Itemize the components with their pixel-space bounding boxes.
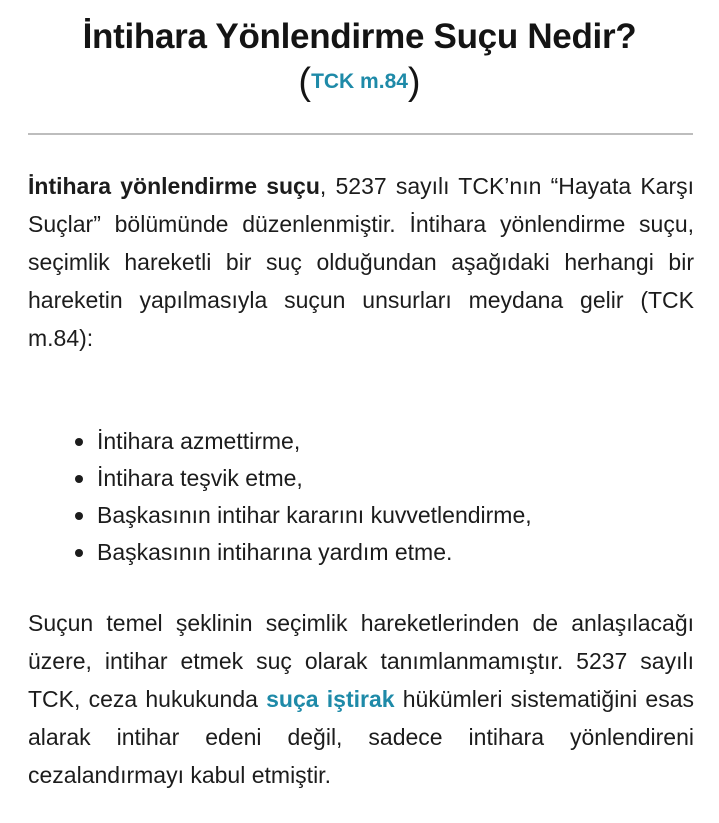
list-item — [28, 534, 532, 571]
bullet-icon — [75, 438, 83, 446]
explanation-text-after: hükümleri sistematiğini esas alarak intihar edeni değil, sadece intihara yönlendireni cezalandırmayı kabul etmiştir. — [28, 686, 694, 788]
intro-bold-term: İntihara yönlendirme suçu — [28, 173, 320, 199]
accomplice-crime-link[interactable]: suça iştirak — [266, 686, 395, 712]
law-reference — [0, 60, 719, 104]
criminal-acts-list — [28, 423, 532, 571]
list-item-text: İntihara teşvik etme, — [97, 465, 303, 491]
intro-paragraph — [28, 167, 694, 357]
list-item-text: Başkasının intiharına yardım etme. — [97, 539, 453, 565]
list-item — [28, 497, 532, 534]
close-parenthesis: ) — [407, 61, 421, 103]
page-title: İntihara Yönlendirme Suçu Nedir? — [82, 17, 637, 56]
list-item — [28, 423, 532, 460]
list-item-text: Başkasının intihar kararını kuvvetlendirme, — [97, 502, 532, 528]
tck-article-link[interactable]: TCK m.84 — [311, 70, 408, 93]
list-item — [28, 460, 532, 497]
divider — [28, 133, 693, 135]
bullet-icon — [75, 549, 83, 557]
bullet-icon — [75, 512, 83, 520]
bullet-icon — [75, 475, 83, 483]
open-parenthesis: ( — [298, 61, 312, 103]
list-item-text: İntihara azmettirme, — [97, 428, 301, 454]
explanation-paragraph — [28, 604, 694, 794]
intro-text: , 5237 sayılı TCK’nın “Hayata Karşı Suçlar” bölümünde düzenlenmiştir. İntihara yönlendirme suçu, seçimlik hareketli bir suç olduğundan aşağıdaki herhangi bir hareketin yapılmasıyla suçun unsurları meydana gelir (TCK m.84): — [28, 173, 694, 351]
explanation-text-before: Suçun temel şeklinin seçimlik hareketlerinden de anlaşılacağı üzere, intihar etmek suç olarak tanımlanmamıştır. 5237 sayılı TCK, ceza hukukunda — [28, 610, 694, 712]
